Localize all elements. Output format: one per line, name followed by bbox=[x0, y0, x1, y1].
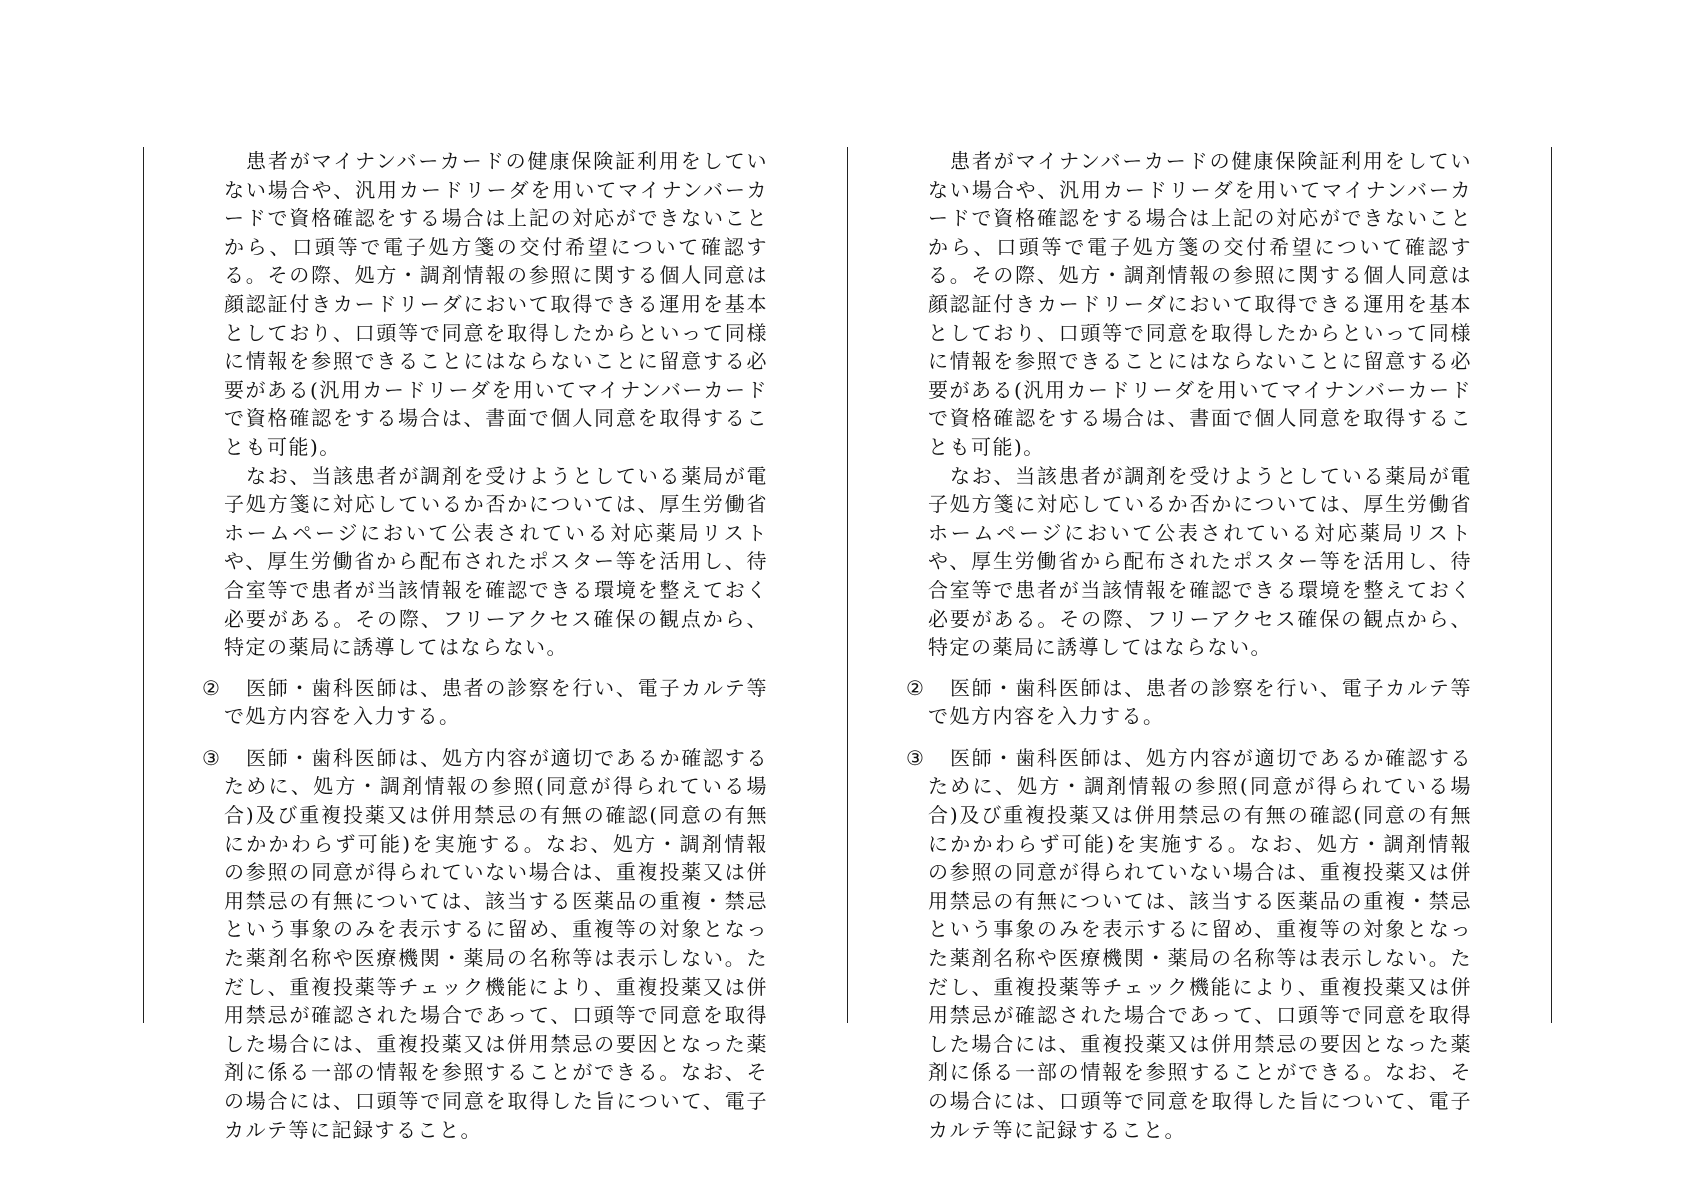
circled-number-2: ② bbox=[202, 675, 222, 700]
list-item-3 bbox=[143, 744, 768, 1144]
list-item-2-text: 医師・歯科医師は、患者の診察を行い、電子カルテ等で処方内容を入力する。 bbox=[928, 675, 1472, 729]
list-item-3-text: 医師・歯科医師は、処方内容が適切であるか確認するために、処方・調剤情報の参照(同意が得られている場合)及び重複投薬又は併用禁忌の有無の確認(同意の有無にかかわらず可能)を実施する。なお、処方・調剤情報の参照の同意が得られていない場合は、重複投薬又は併用禁忌の有無については、該当する医薬品の重複・禁忌という事象のみを表示するに留め、重複等の対象となった薬剤名称や医療機関・薬局の名称等は表示しない。ただし、重複投薬等チェック機能により、重複投薬又は併用禁忌が確認された場合であって、口頭等で同意を取得した場合には、重複投薬又は併用禁忌の要因となった薬剤に係る一部の情報を参照することができる。なお、その場合には、口頭等で同意を取得した旨について、電子カルテ等に記録すること。 bbox=[928, 745, 1472, 1142]
right-column bbox=[847, 147, 1472, 1144]
list-item-2 bbox=[847, 674, 1472, 731]
circled-number-2: ② bbox=[906, 675, 926, 700]
paragraph-pharmacy-notice: なお、当該患者が調剤を受けようとしている薬局が電子処方箋に対応しているか否かについては、厚生労働省ホームページにおいて公表されている対応薬局リストや、厚生労働省から配布されたポスター等を活用し、待合室等で患者が当該情報を確認できる環境を整えておく必要がある。その際、フリーアクセス確保の観点から、特定の薬局に誘導してはならない。 bbox=[224, 463, 768, 660]
left-column bbox=[143, 147, 768, 1144]
list-item-2 bbox=[143, 674, 768, 731]
list-item-3 bbox=[847, 744, 1472, 1144]
circled-number-3: ③ bbox=[202, 745, 222, 770]
right-column-rule bbox=[1551, 147, 1552, 1023]
paragraph-consent: 患者がマイナンバーカードの健康保険証利用をしていない場合や、汎用カードリーダを用いてマイナンバーカードで資格確認をする場合は上記の対応ができないことから、口頭等で電子処方箋の交付希望について確認する。その際、処方・調剤情報の参照に関する個人同意は顔認証付きカードリーダにおいて取得できる運用を基本としており、口頭等で同意を取得したからといって同様に情報を参照できることにはならないことに留意する必要がある(汎用カードリーダを用いてマイナンバーカードで資格確認をする場合は、書面で個人同意を取得することも可能)。 bbox=[928, 149, 1472, 459]
list-item-2-text: 医師・歯科医師は、患者の診察を行い、電子カルテ等で処方内容を入力する。 bbox=[224, 675, 768, 729]
paragraph-pharmacy-notice: なお、当該患者が調剤を受けようとしている薬局が電子処方箋に対応しているか否かについては、厚生労働省ホームページにおいて公表されている対応薬局リストや、厚生労働省から配布されたポスター等を活用し、待合室等で患者が当該情報を確認できる環境を整えておく必要がある。その際、フリーアクセス確保の観点から、特定の薬局に誘導してはならない。 bbox=[928, 463, 1472, 660]
circled-number-3: ③ bbox=[906, 745, 926, 770]
list-item-3-text: 医師・歯科医師は、処方内容が適切であるか確認するために、処方・調剤情報の参照(同意が得られている場合)及び重複投薬又は併用禁忌の有無の確認(同意の有無にかかわらず可能)を実施する。なお、処方・調剤情報の参照の同意が得られていない場合は、重複投薬又は併用禁忌の有無については、該当する医薬品の重複・禁忌という事象のみを表示するに留め、重複等の対象となった薬剤名称や医療機関・薬局の名称等は表示しない。ただし、重複投薬等チェック機能により、重複投薬又は併用禁忌が確認された場合であって、口頭等で同意を取得した場合には、重複投薬又は併用禁忌の要因となった薬剤に係る一部の情報を参照することができる。なお、その場合には、口頭等で同意を取得した旨について、電子カルテ等に記録すること。 bbox=[224, 745, 768, 1142]
paragraph-consent: 患者がマイナンバーカードの健康保険証利用をしていない場合や、汎用カードリーダを用いてマイナンバーカードで資格確認をする場合は上記の対応ができないことから、口頭等で電子処方箋の交付希望について確認する。その際、処方・調剤情報の参照に関する個人同意は顔認証付きカードリーダにおいて取得できる運用を基本としており、口頭等で同意を取得したからといって同様に情報を参照できることにはならないことに留意する必要がある(汎用カードリーダを用いてマイナンバーカードで資格確認をする場合は、書面で個人同意を取得することも可能)。 bbox=[224, 149, 768, 459]
